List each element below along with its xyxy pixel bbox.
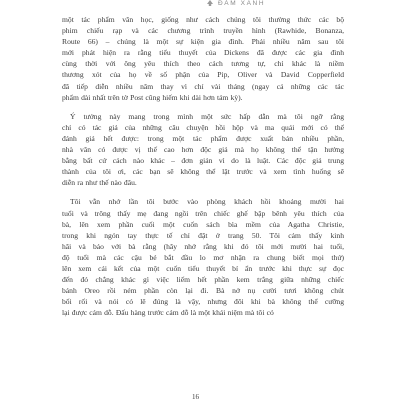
text-line: một tác phẩm văn học, giống như cách chúng tôi thường thức các bộ: [62, 15, 344, 24]
paragraph: [62, 14, 344, 103]
text-line: nhà văn có được vị thế cao hơn độc giả mà họ không thể tận hưởng: [62, 145, 344, 155]
text-line: thương xót của họ về số phận của Pip, Oliver và David Copperfield: [62, 70, 344, 80]
paragraph: [62, 111, 344, 189]
running-header: [0, 0, 400, 14]
text-line: phim chiếu rạp và các chương trình truyền hình (Rawhide, Bonanza,: [62, 26, 344, 36]
tree-ornament-icon: [204, 0, 216, 6]
text-line: Route 66) – chúng là một sự kiện gia đình. Phải nhiều năm sau tôi: [62, 37, 344, 47]
text-line: trong khi ngón tay thực tế chỉ đặt ở trang 50. Tôi cảm thấy kinh: [62, 230, 344, 240]
text-line: lại được cám dỗ. Đấu hàng trước cám dỗ là một khái niệm mà tôi có: [62, 308, 274, 318]
book-title: ĐÁM XANH: [218, 0, 266, 7]
text-line: Ý tưởng này mang trong mình một sức hấp dẫn mà tôi ngỡ rằng: [70, 111, 344, 121]
text-line: bằng bất cứ cách nào khác – đơn giản vì do là luật. Các độc giả trung: [62, 156, 344, 166]
page-number: 16: [192, 393, 199, 401]
body-text: [62, 14, 344, 318]
text-line: lên xem cái kết của một cuốn tiểu thuyết bí ẩn trước khi thực sự đọc: [62, 263, 344, 273]
text-line: đánh giá hết được: trong một tác phẩm được xuất bản nhiều phần,: [62, 133, 344, 143]
text-line: bánh Oreo rồi ném phần còn lại đi. Bà nở nụ cười tươi không chút: [62, 286, 344, 296]
text-line: phẩm dài nhất trên tờ Post cũng hiếm khi dài hơn tám kỳ).: [62, 92, 243, 102]
text-line: độ tuổi mà các cậu bé bắt đầu lo mơ nhận ra chung biết mọi thứ): [62, 252, 344, 262]
text-line: mới phát hiện ra rằng tiểu thuyết của Dickens đã được các gia đình: [62, 48, 344, 58]
text-line: diễn ra như thế nào đâu.: [62, 178, 137, 188]
text-line: đến đó chẳng khác gì việc liếm hết phần kem trắng giữa những chiếc: [62, 275, 344, 285]
text-line: bối rối và nói có lẽ đúng là vậy, nhưng đôi khi bà không thể cưỡng: [62, 297, 344, 307]
paragraph: [62, 196, 344, 318]
text-line: bà, lên xem phần cuối một cuốn sách bìa mềm của Agatha Christie,: [62, 219, 344, 229]
text-line: chỉ có tác giả của những câu chuyện hồi hộp và ma quái mới có thể: [62, 122, 344, 132]
text-line: tuổi và trông thấy mẹ đang ngồi trên chiếc ghế bập bênh yêu thích của: [62, 208, 344, 218]
text-line: đã tiếp diễn nhiều năm thay vì chỉ vài tháng (ngay cả những các tác: [62, 81, 344, 91]
text-line: thành của tôi ơi, các bạn sẽ không thể lật trước và xem tình huống sẽ: [62, 167, 344, 177]
text-line: hãi và bảo với bà rằng (hãy nhớ rằng khi đó tôi mới mười hai tuổi,: [62, 241, 344, 251]
text-line: cùng thời với ông yêu thích theo cách tương tự, chỉ khác là niềm: [62, 59, 344, 69]
text-line: Tôi vẫn nhớ lần tôi bước vào phòng khách hồi khoảng mười hai: [70, 197, 344, 207]
